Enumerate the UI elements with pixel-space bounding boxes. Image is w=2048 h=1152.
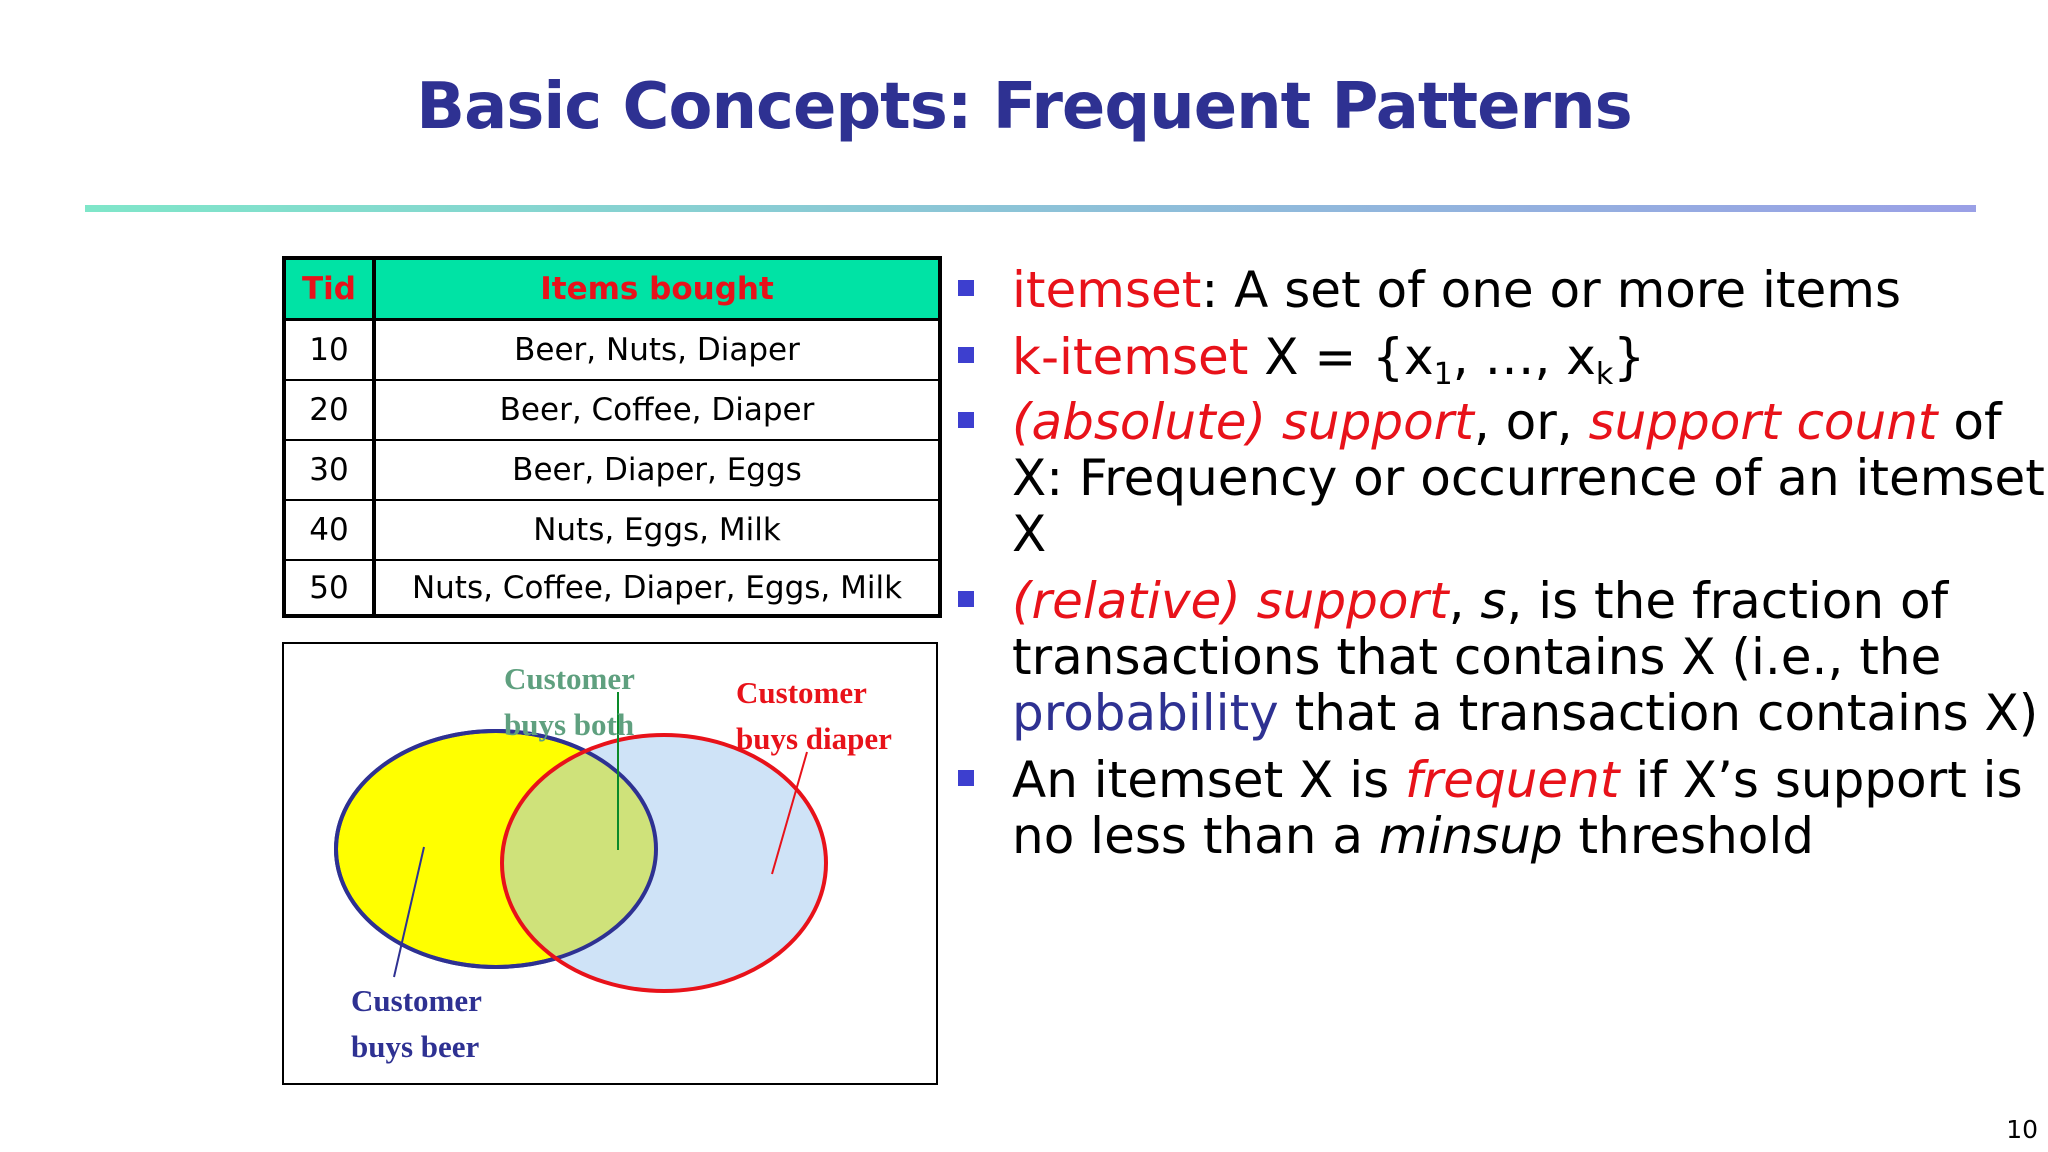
items-cell: Beer, Coffee, Diaper [374, 380, 940, 440]
items-cell: Beer, Diaper, Eggs [374, 440, 940, 500]
tid-cell: 20 [284, 380, 374, 440]
header-items: Items bought [374, 258, 940, 320]
table-row [284, 320, 940, 381]
table-row [284, 560, 940, 616]
table-row [284, 380, 940, 440]
bullet-k-itemset: k-itemset $X = \{x_1$, …, $x_k$} [957, 329, 2048, 385]
venn-diagram [282, 642, 938, 1085]
table-row [284, 440, 940, 500]
table-row [284, 500, 940, 560]
bullet-relative-support: (relative) support, s, is the fraction of transactions that contains X (i.e., the probability that a transaction contains X) [957, 573, 2048, 741]
tid-cell: 40 [284, 500, 374, 560]
bullet-square-icon [958, 280, 974, 296]
bullet-square-icon [958, 412, 974, 428]
tid-cell: 10 [284, 320, 374, 381]
bullet-square-icon [958, 770, 974, 786]
bullet-square-icon [958, 591, 974, 607]
items-cell: Nuts, Eggs, Milk [374, 500, 940, 560]
table-header-row [284, 258, 940, 320]
concept-bullets [957, 262, 2048, 864]
label-customer-buys-diaper: Customer buys diaper [736, 675, 892, 756]
items-cell: Nuts, Coffee, Diaper, Eggs, Milk [374, 560, 940, 616]
items-cell: Beer, Nuts, Diaper [374, 320, 940, 381]
bullet-itemset: itemset: A set of one or more items [957, 262, 2048, 318]
title-divider [85, 205, 1976, 212]
bullet-frequent: An itemset X is frequent if X’s support is no less than a minsup threshold [957, 752, 2048, 864]
bullet-square-icon [958, 347, 974, 363]
label-customer-buys-both: Customer buys both [504, 661, 635, 742]
label-customer-buys-beer: Customer buys beer [351, 983, 482, 1064]
bullet-absolute-support: (absolute) support, or, support count of X: Frequency or occurrence of an itemset X [957, 394, 2048, 562]
page-number: 10 [2006, 1115, 2038, 1144]
tid-cell: 30 [284, 440, 374, 500]
tid-cell: 50 [284, 560, 374, 616]
slide-title: Basic Concepts: Frequent Patterns [416, 70, 1632, 144]
header-tid: Tid [284, 258, 374, 320]
transactions-table [282, 256, 942, 618]
